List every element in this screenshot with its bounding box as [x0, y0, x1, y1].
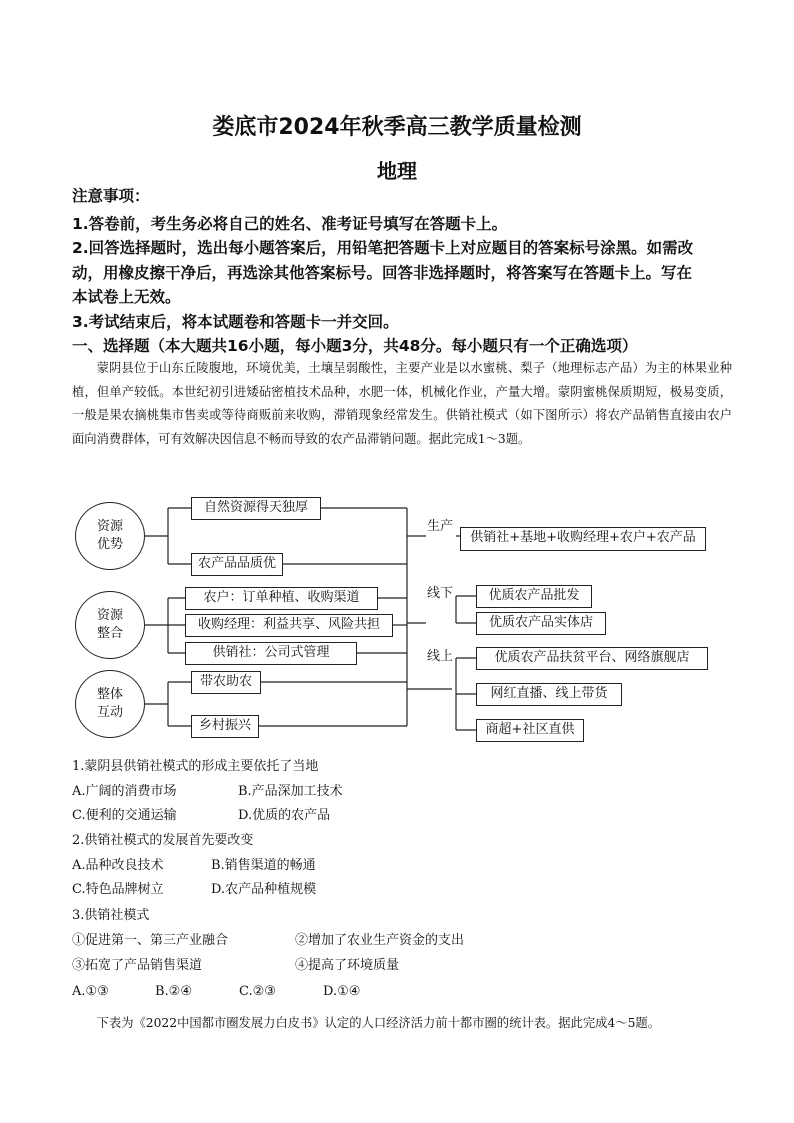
box-community-supply: 商超+社区直供 [476, 719, 584, 742]
box-online-platform: 优质农产品扶贫平台、网络旗舰店 [476, 647, 708, 670]
question-3-option-d: D.①④ [323, 984, 361, 999]
box-farmers: 农户：订单种植、收购渠道 [185, 587, 378, 610]
section-heading: 一、选择题（本大题共16小题，每小题3分，共48分。每小题只有一个正确选项） [72, 337, 638, 355]
question-2-option-a: A.品种改良技术 [72, 858, 164, 873]
branch-label-online: 线上 [427, 649, 454, 664]
question-3-option-c: C.②③ [239, 984, 276, 999]
question-2-option-d: D.农产品种植规模 [211, 882, 317, 897]
branch-label-offline: 线下 [427, 586, 454, 601]
box-natural-resources: 自然资源得天独厚 [191, 497, 321, 520]
notice-item: 1.答卷前，考生务必将自己的姓名、准考证号填写在答题卡上。 [72, 215, 508, 233]
intro-paragraph: 蒙阴县位于山东丘陵腹地，环境优美，土壤呈弱酸性，主要产业是以水蜜桃、梨子（地理标志产品）为主的林果业种植，但单产较低。本世纪初引进矮砧密植技术品种，水肥一体，机械化作业，产量大增。蒙阴蜜桃保质期短，极易变质，一般是果农摘桃集市售卖或等待商贩前来收购，滞销现象经常发生。供销社模式（如下图所示）将农产品销售直接由农户面向消费群体，可有效解决因信息不畅而导致的农产品滞销问题。据此完成1～3题。 [72, 361, 732, 446]
question-3-stem: 3.供销社模式 [72, 908, 150, 923]
notice-item: 3.考试结束后，将本试题卷和答题卡一并交回。 [72, 313, 399, 331]
circle-label: 资源整合 [96, 608, 123, 641]
box-production-chain: 供销社+基地+收购经理+农户+农产品 [460, 527, 706, 551]
branch-label-production: 生产 [427, 519, 454, 534]
question-1-option-d: D.优质的农产品 [238, 808, 331, 823]
question-3-statement-2: ②增加了农业生产资金的支出 [295, 933, 465, 948]
circle-label: 资源优势 [96, 519, 123, 552]
circle-label: 整体互动 [96, 687, 123, 720]
subject-title: 地理 [377, 159, 417, 183]
box-wholesale: 优质农产品批发 [476, 585, 592, 608]
question-1-option-a: A.广阔的消费市场 [72, 784, 177, 799]
notice-heading: 注意事项： [72, 187, 150, 205]
question-3-statement-1: ①促进第一、第三产业融合 [72, 933, 229, 948]
notice-item: 2.回答选择题时，选出每小题答案后，用铅笔把答题卡上对应题目的答案标号涂黑。如需改 [72, 239, 694, 257]
question-1-option-b: B.产品深加工技术 [238, 784, 343, 799]
supply-cooperative-diagram [72, 486, 724, 748]
box-livestream: 网红直播、线上带货 [476, 683, 622, 706]
circle-resource-integration [75, 591, 145, 659]
question-2-stem: 2.供销社模式的发展首先要改变 [72, 833, 254, 848]
diagram-connectors [72, 486, 724, 748]
question-3-option-a: A.①③ [72, 984, 109, 999]
circle-resource-advantage [75, 502, 145, 570]
notice-item: 动，用橡皮擦干净后，再选涂其他答案标号。回答非选择题时，将答案写在答题卡上。写在 [72, 264, 693, 282]
notice-item: 本试卷上无效。 [72, 288, 181, 306]
question-2-option-b: B.销售渠道的畅通 [211, 858, 316, 873]
exam-title: 娄底市2024年秋季高三教学质量检测 [212, 115, 582, 140]
box-supply-cooperative: 供销社：公司式管理 [185, 642, 357, 665]
next-section-intro: 下表为《2022中国都市圈发展力白皮书》认定的人口经济活力前十都市圈的统计表。据此完成4～5题。 [96, 1016, 661, 1030]
question-1-stem: 1.蒙阴县供销社模式的形成主要依托了当地 [72, 759, 319, 774]
question-3-option-b: B.②④ [155, 984, 192, 999]
question-3-statement-4: ④提高了环境质量 [295, 958, 400, 973]
box-purchase-managers: 收购经理：利益共享、风险共担 [185, 614, 393, 637]
box-rural-revitalization: 乡村振兴 [191, 715, 259, 738]
box-physical-store: 优质农产品实体店 [476, 612, 606, 635]
box-help-farmers: 带农助农 [191, 671, 261, 694]
box-quality-products: 农产品品质优 [191, 553, 283, 576]
question-3-statement-3: ③拓宽了产品销售渠道 [72, 958, 203, 973]
question-1-option-c: C.便利的交通运输 [72, 808, 177, 823]
question-2-option-c: C.特色品牌树立 [72, 882, 164, 897]
circle-overall-interaction [75, 670, 145, 738]
